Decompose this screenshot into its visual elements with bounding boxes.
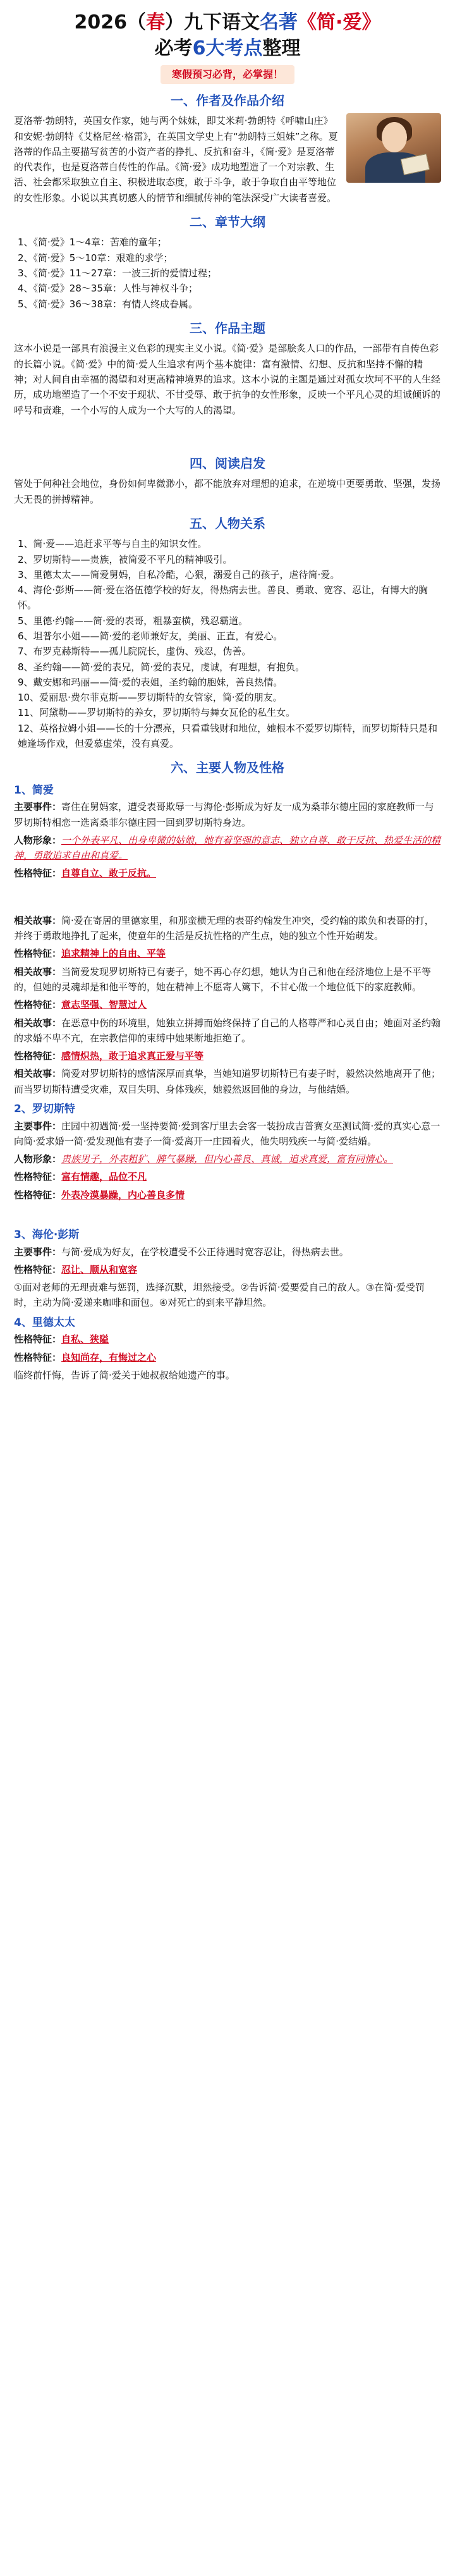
- page-title: 2026（春）九下语文名著《简·爱》: [74, 11, 381, 34]
- outline-item: 4、《简·爱》28～35章：人性与神权斗争；: [18, 283, 198, 295]
- rochester-image: 人物形象：贵族男子，外表粗犷、脾气暴躁，但内心善良、真诚，追求真爱，富有同情心。: [14, 1153, 394, 1165]
- jane-trait: 性格特征：自尊自立、敢于反抗。: [14, 868, 157, 880]
- relation-item: 12、英格拉姆小姐——长的十分漂亮，只看重钱财和地位，她根本不爱罗切斯特，而罗切斯特只是和她逢场作戏，但爱慕虚荣，没有真爱。: [18, 722, 438, 750]
- relation-item: 1、简·爱——追赶求平等与自主的知识女性。: [18, 538, 207, 550]
- outline-item: 3、《简·爱》11～27章：一波三折的爱情过程；: [18, 267, 217, 279]
- inspiration-text: 管处于何种社会地位，身份如何卑微渺小，都不能放弃对理想的追求，在逆境中更要勇敢、坚强，发扬大无畏的拼搏精神。: [14, 478, 441, 505]
- section-heading-relations: 五、人物关系: [190, 515, 265, 531]
- jane-trait-2: 性格特征：意志坚强、智慧过人: [14, 999, 147, 1011]
- document-page: [14, 10, 441, 1383]
- page-subtitle: 必考6大考点整理: [154, 37, 301, 59]
- theme-text: 这本小说是一部具有浪漫主义色彩的现实主义小说。《简·爱》是部脍炙人口的作品，一部带有自传色彩的长篇小说。《简·爱》中的简·爱人生追求有两个基本旋律：富有激情、幻想、反抗和坚持不懈的精神；对人间自由幸福的渴望和对更高精神境界的追求。这本小说的主题是通过对孤女坎坷不平的人生经历，成功地塑造了一个不安于现状、不甘受辱、敢于抗争的女性形象，反映一个平凡心灵的坦诚倾诉的呼号和责难，一个小写的人成为一个大写的人的渴望。: [14, 343, 441, 416]
- relation-item: 7、布罗克赫斯特——孤儿院院长，虚伪、残忍，伪善。: [18, 646, 252, 658]
- relation-item: 5、里德·约翰——简·爱的表哥，粗暴蛮横，残忍霸道。: [18, 615, 248, 627]
- jane-related-story-4: 相关故事：简爱对罗切斯特的感情深厚而真挚，当她知道罗切斯特已有妻子时，毅然决然地离开了他；而当罗切斯特遭受灾难，双目失明、身体残疾，她毅然返回他的身边，与他结婚。: [14, 1068, 441, 1095]
- character-heading-jane: 1、简爱: [14, 783, 54, 797]
- relation-item: 2、罗切斯特——贵族，被简爱不平凡的精神吸引。: [18, 553, 233, 565]
- section-heading-author: 一、作者及作品介绍: [171, 92, 284, 108]
- helen-extra: ①面对老师的无理责难与惩罚，选择沉默，坦然接受。②告诉简·爱要爱自己的敌人。③在简·爱受罚时，主动为简·爱递来咖啡和面包。④对死亡的到来平静坦然。: [14, 1282, 425, 1309]
- section-heading-characters: 六、主要人物及性格: [171, 760, 284, 776]
- jane-trait-3: 性格特征：感情炽热，敢于追求真正爱与平等: [14, 1050, 204, 1062]
- outline-item: 2、《简·爱》5～10章：艰难的求学；: [18, 252, 173, 264]
- jane-related-story-3: 相关故事：在恶意中伤的环境里，她独立拼搏而始终保持了自己的人格尊严和心灵自由；她面对圣约翰的求婚不卑不亢，在宗教信仰的束缚中她果断地拒绝了。: [14, 1017, 441, 1044]
- helen-trait: 性格特征：忍让、顺从和宽容: [14, 1263, 138, 1275]
- author-intro-text: 夏洛蒂·勃朗特，英国女作家，她与两个妹妹，即艾米莉·勃朗特《呼啸山庄》和安妮·勃朗特《艾格尼丝·格雷》，在英国文学史上有“勃朗特三姐妹”之称。夏洛蒂的作品主要描写贫苦的小资产者的挣扎、反抗和奋斗，《简·爱》是夏洛蒂的代表作，也是夏洛蒂自传性的作品。《简·爱》成功地塑造了一个对宗教、生活、社会都采取独立自主、积极进取态度，敢于斗争，敢于争取自由平等地位的女性形象。小说以其真切感人的情节和细腻传神的笔法深受广大读者喜爱。: [14, 115, 338, 204]
- section-heading-theme: 三、作品主题: [190, 320, 265, 336]
- reed-extra: 临终前忏悔，告诉了简·爱关于她叔叔给她遗产的事。: [14, 1369, 235, 1381]
- rochester-story: 主要事件：庄园中初遇简·爱一坚持要简·爱到客厅里去会客一装扮成吉普赛女巫测试简·爱的真实心意一向简·爱求婚一简·爱发现他有妻子一简·爱离开一庄园着火，他失明残疾一与简·爱结婚。: [14, 1120, 440, 1147]
- outline-item: 5、《简·爱》36～38章：有情人终成眷属。: [18, 298, 198, 310]
- jane-story: 主要事件：寄住在舅妈家，遭受表哥欺辱一与海伦·彭斯成为好友一成为桑菲尔德庄园的家庭教师一与罗切斯特相恋一选离桑菲尔德庄园一回到罗切斯特身边。: [14, 801, 434, 828]
- helen-story: 主要事件：与简·爱成为好友，在学校遭受不公正待遇时宽容忍让，得热病去世。: [14, 1246, 349, 1258]
- rochester-trait-1: 性格特征：富有情趣，品位不凡: [14, 1171, 147, 1183]
- outline-item: 1、《简·爱》1～4章：苦难的童年；: [18, 236, 167, 248]
- section-heading-inspiration: 四、阅读启发: [190, 455, 265, 471]
- jane-portrait-image: [346, 113, 441, 183]
- reed-trait-1: 性格特征：自私、狭隘: [14, 1334, 109, 1346]
- jane-related-story-2: 相关故事：当简爱发现罗切斯特已有妻子，她不再心存幻想，她认为自己和他在经济地位上是不平等的，但她的灵魂却是和他平等的，她在精神上不愿寄人篱下，不甘心做一个地位低下的家庭教师。: [14, 966, 432, 993]
- character-heading-reed: 4、里德太太: [14, 1316, 75, 1329]
- relation-item: 3、里德太太——简爱舅妈，自私冷酷，心狠，溺爱自己的孩子，虐待简·爱。: [18, 568, 340, 580]
- relation-item: 6、坦普尔小姐——简·爱的老师兼好友，美丽、正直，有爱心。: [18, 630, 283, 642]
- relation-item: 10、爱丽思·费尔菲克斯——罗切斯特的女管家，简·爱的朋友。: [18, 692, 282, 704]
- author-intro: [14, 113, 441, 205]
- character-heading-helen: 3、海伦·彭斯: [14, 1229, 80, 1242]
- reed-trait-2: 性格特征：良知尚存，有悔过之心: [14, 1351, 157, 1363]
- relation-item: 8、圣约翰——简·爱的表兄，简·爱的表兄，虔诚，有理想，有抱负。: [18, 661, 305, 673]
- character-heading-rochester: 2、罗切斯特: [14, 1103, 75, 1116]
- chapter-outline: [14, 235, 441, 311]
- rochester-trait-2: 性格特征：外表冷漠暴躁，内心善良多情: [14, 1189, 185, 1201]
- relations-list: [14, 536, 441, 751]
- jane-trait-1: 性格特征：追求精神上的自由、平等: [14, 948, 166, 960]
- jane-related-story-1: 相关故事：简·爱在寄居的里德家里，和那蛮横无理的表哥约翰发生冲突，受约翰的欺负和表哥的打，并终于勇敢地挣扎了起来，使童年的生活是反抗性格的产生点，她的独立个性开始萌发。: [14, 914, 434, 942]
- study-banner: 寒假预习必背，必掌握！: [14, 65, 441, 84]
- section-heading-outline: 二、章节大纲: [190, 214, 265, 230]
- relation-item: 9、戴安娜和玛丽——简·爱的表姐，圣约翰的胞妹，善良热情。: [18, 676, 283, 688]
- relation-item: 11、阿黛勒——罗切斯特的养女，罗切斯特与舞女瓦伦的私生女。: [18, 707, 296, 719]
- relation-item: 4、海伦·彭斯——简·爱在洛伍德学校的好友，得热病去世。善良、勇敢、宽容、忍让，有博大的胸怀。: [18, 584, 428, 611]
- jane-image: 人物形象：一个外表平凡、出身卑微的姑娘，她有着坚强的意志、独立自尊、敢于反抗、热爱生活的精神，勇敢追求自由和真爱。: [14, 834, 441, 862]
